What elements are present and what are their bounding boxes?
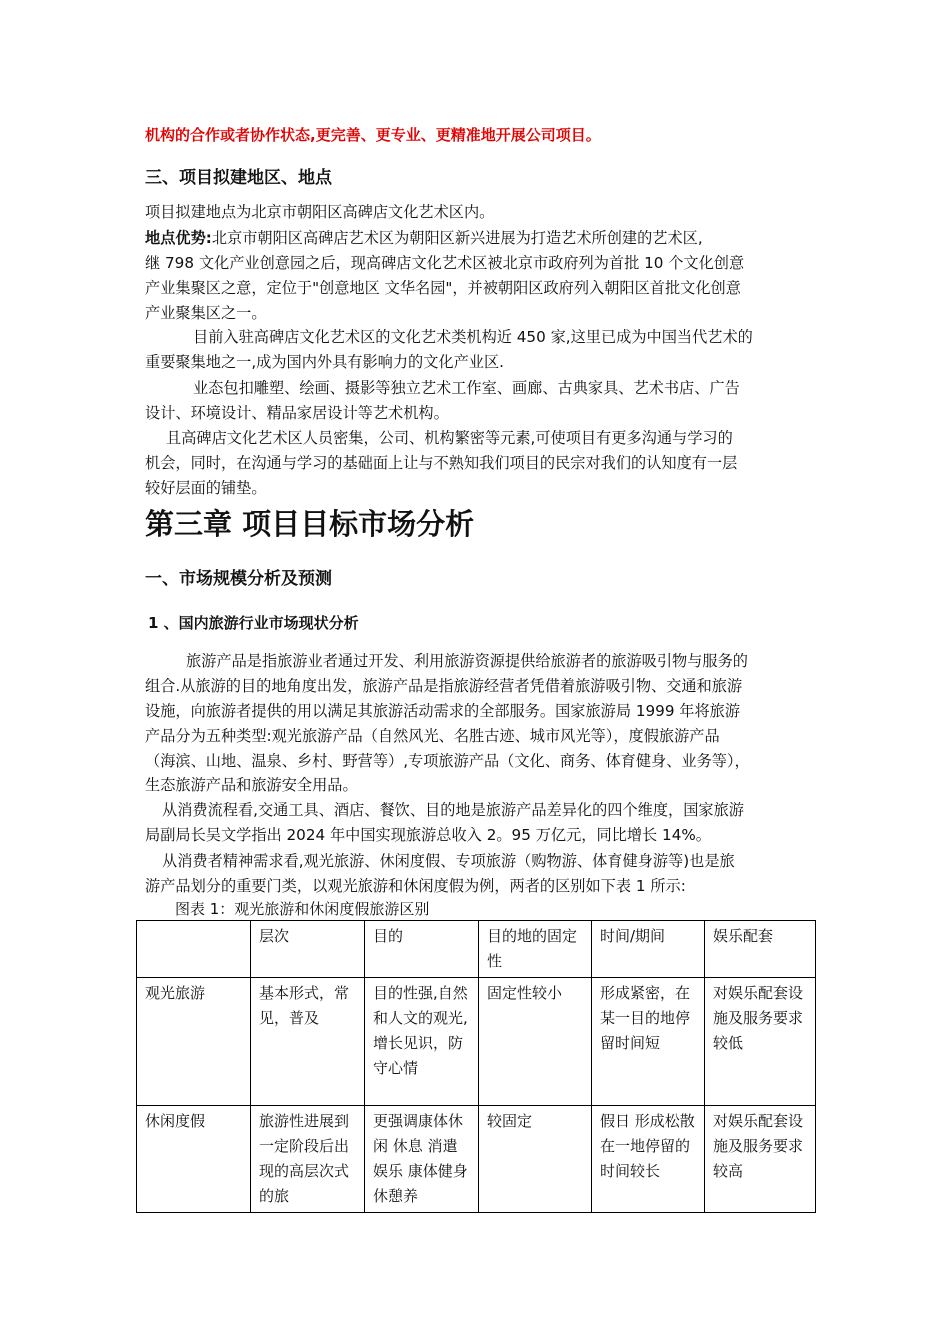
paragraph-line: 机会，同时，在沟通与学习的基础面上让与不熟知我们项目的民宗对我们的认知度有一层 <box>145 454 738 472</box>
table-cell: 对娱乐配套设施及服务要求较高 <box>705 1106 816 1213</box>
paragraph-line: 游产品划分的重要门类，以观光旅游和休闲度假为例，两者的区别如下表 1 所示: <box>145 877 686 895</box>
table-cell: 休闲度假 <box>137 1106 251 1213</box>
section-heading-location: 三、项目拟建地区、地点 <box>145 168 332 188</box>
paragraph-line: 目前入驻高碑店文化艺术区的文化艺术类机构近 450 家,这里已成为中国当代艺术的 <box>193 328 753 346</box>
subsection-heading: 1 、国内旅游行业市场现状分析 <box>148 614 359 632</box>
table-cell: 旅游性进展到一定阶段后出现的高层次式的旅 <box>251 1106 365 1213</box>
paragraph-line: 设计、环境设计、精品家居设计等艺术机构。 <box>145 404 449 422</box>
paragraph-line: 局副局长吴文学指出 2024 年中国实现旅游总收入 2。95 万亿元，同比增长 14%。 <box>145 826 711 844</box>
table-cell: 假日 形成松散 在一地停留的时间较长 <box>592 1106 705 1213</box>
paragraph-line: 产业聚集区之一。 <box>145 304 267 322</box>
table-header-cell: 层次 <box>251 921 365 978</box>
paragraph-line: 生态旅游产品和旅游安全用品。 <box>145 776 358 794</box>
table-cell: 较固定 <box>479 1106 592 1213</box>
paragraph-line: 产业集聚区之意，定位于"创意地区 文华名园"，并被朝阳区政府列入朝阳区首批文化创意 <box>145 279 741 297</box>
table-cell: 对娱乐配套设施及服务要求较低 <box>705 978 816 1106</box>
table-header-cell: 目的地的固定性 <box>479 921 592 978</box>
table-cell: 形成紧密，在某一目的地停留时间短 <box>592 978 705 1106</box>
paragraph-line: 较好层面的铺垫。 <box>145 479 267 497</box>
paragraph-line: 项目拟建地点为北京市朝阳区高碑店文化艺术区内。 <box>145 203 495 221</box>
paragraph-line: （海滨、山地、温泉、乡村、野营等）,专项旅游产品（文化、商务、体育健身、业务等）， <box>145 752 750 770</box>
table-row <box>137 978 816 1106</box>
paragraph-line: 设施，向旅游者提供的用以满足其旅游活动需求的全部服务。国家旅游局 1999 年将旅游 <box>145 702 741 720</box>
table-cell: 基本形式，常见，普及 <box>251 978 365 1106</box>
table-row <box>137 1106 816 1213</box>
table-header-cell <box>137 921 251 978</box>
paragraph-line <box>145 226 703 250</box>
advantage-text: 北京市朝阳区高碑店艺术区为朝阳区新兴进展为打造艺术所创建的艺术区, <box>211 229 703 247</box>
table-header-cell: 时间/期间 <box>592 921 705 978</box>
paragraph-line: 从消费者精神需求看,观光旅游、休闲度假、专项旅游（购物游、体育健身游等)也是旅 <box>162 852 735 870</box>
paragraph-line: 且高碑店文化艺术区人员密集，公司、机构繁密等元素,可使项目有更多沟通与学习的 <box>166 429 733 447</box>
paragraph-line: 从消费流程看,交通工具、酒店、餐饮、目的地是旅游产品差异化的四个维度，国家旅游 <box>162 801 744 819</box>
paragraph-line: 产品分为五种类型:观光旅游产品（自然风光、名胜古迹、城市风光等），度假旅游产品 <box>145 727 720 745</box>
comparison-table <box>136 920 816 1213</box>
table-caption: 图表 1：观光旅游和休闲度假旅游区别 <box>175 900 430 918</box>
paragraph-line: 组合.从旅游的目的地角度出发，旅游产品是指旅游经营者凭借着旅游吸引物、交通和旅游 <box>145 677 743 695</box>
red-highlight-line: 机构的合作或者协作状态,更完善、更专业、更精准地开展公司项目。 <box>145 126 601 144</box>
table-cell: 目的性强,自然和人文的观光,增长见识，防守心情 <box>365 978 479 1106</box>
section-heading-market: 一、市场规模分析及预测 <box>145 569 332 589</box>
paragraph-line: 业态包扣雕塑、绘画、摄影等独立艺术工作室、画廊、古典家具、艺术书店、广告 <box>193 379 740 397</box>
paragraph-line: 旅游产品是指旅游业者通过开发、利用旅游资源提供给旅游者的旅游吸引物与服务的 <box>186 652 748 670</box>
table-cell: 更强调康体休闲 休息 消遣娱乐 康体健身 休憩养 <box>365 1106 479 1213</box>
chapter-title: 第三章 项目目标市场分析 <box>145 507 475 541</box>
table-header-cell: 娱乐配套 <box>705 921 816 978</box>
paragraph-line: 继 798 文化产业创意园之后，现高碑店文化艺术区被北京市政府列为首批 10 个文化创意 <box>145 254 745 272</box>
paragraph-line: 重要聚集地之一,成为国内外具有影响力的文化产业区. <box>145 353 504 371</box>
table-header-cell: 目的 <box>365 921 479 978</box>
table-cell: 观光旅游 <box>137 978 251 1106</box>
table-cell: 固定性较小 <box>479 978 592 1106</box>
table-header-row <box>137 921 816 978</box>
advantage-label: 地点优势: <box>145 229 212 247</box>
